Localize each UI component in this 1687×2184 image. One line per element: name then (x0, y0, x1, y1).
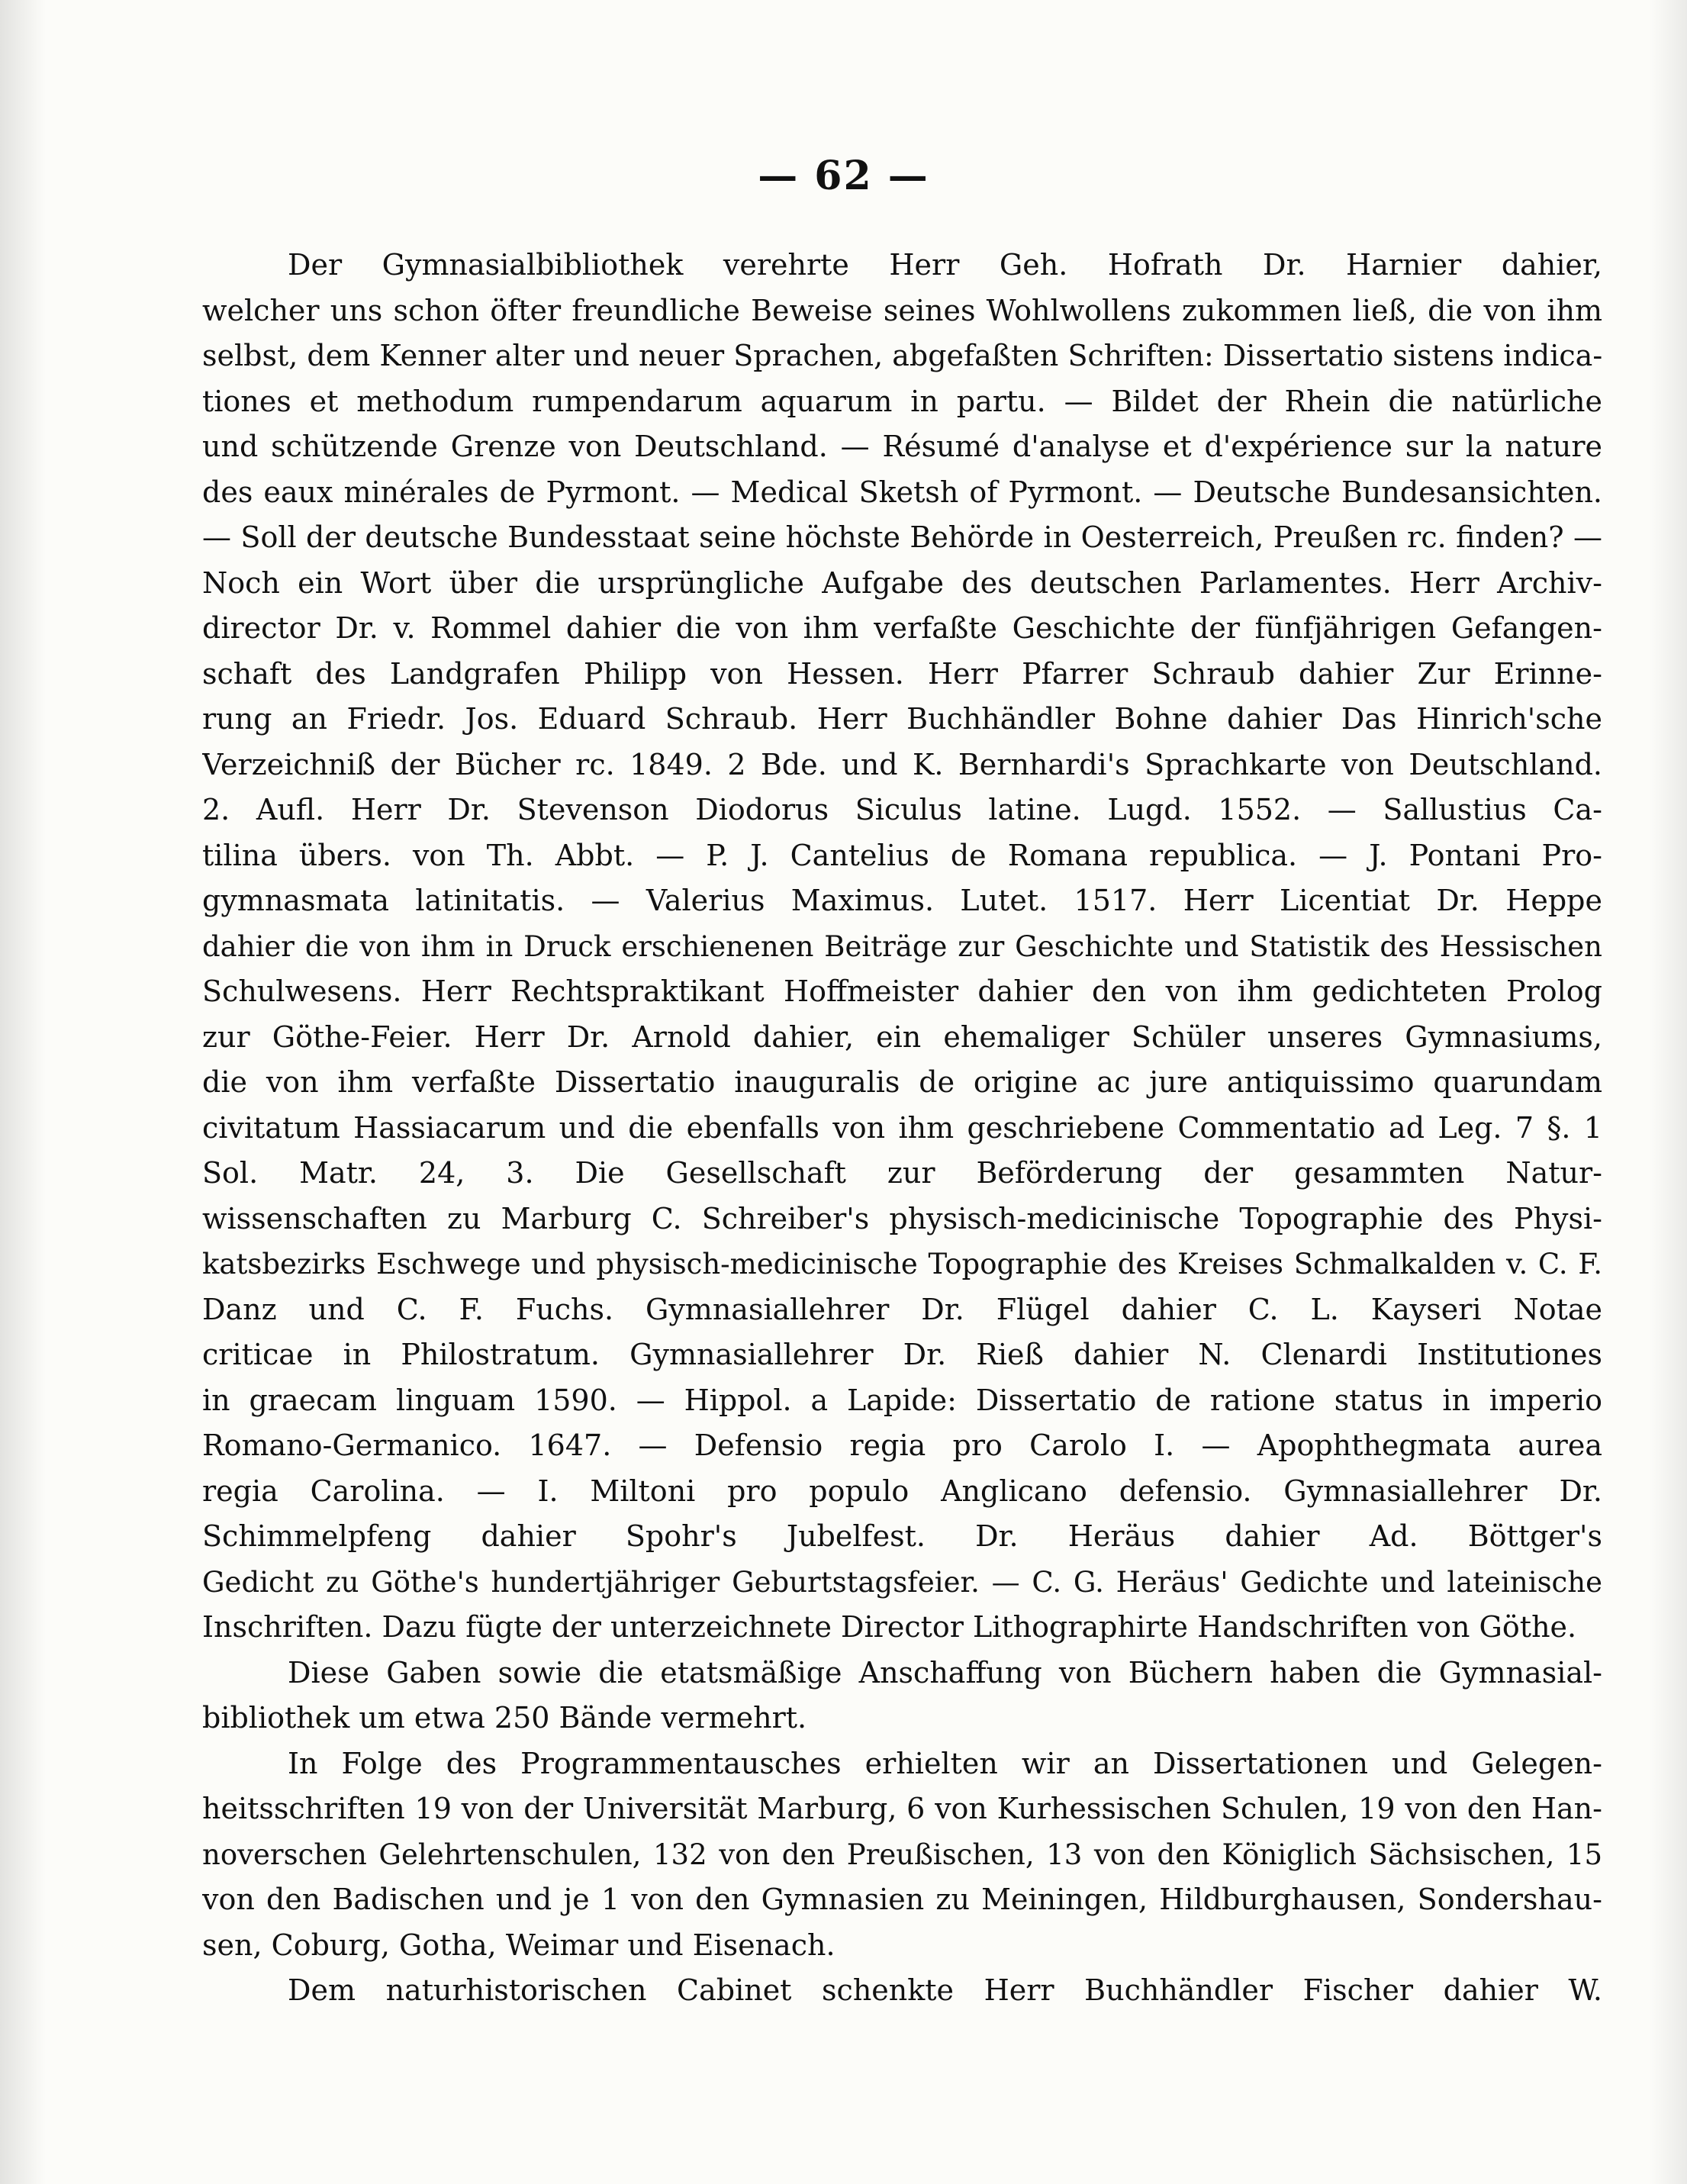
paragraph-line: tiones et methodum rumpendarum aquarum in partu. — Bildet der Rhein die natürliche (202, 384, 1602, 418)
paragraph-line: des eaux minérales de Pyrmont. — Medical Sketsh of Pyrmont. — Deutsche Bundesansichten. (202, 475, 1602, 509)
paragraph-line: director Dr. v. Rommel dahier die von ihm verfaßte Geschichte der fünfjährigen Gefangen- (202, 611, 1602, 645)
paragraph-line: Romano-Germanico. 1647. — Defensio regia pro Carolo I. — Apophthegmata aurea (202, 1429, 1602, 1462)
paragraph-line: katsbezirks Eschwege und physisch-medicinische Topographie des Kreises Schmalkalden v. C. F. (202, 1248, 1602, 1280)
paragraph-line: Schimmelpfeng dahier Spohr's Jubelfest. Dr. Heräus dahier Ad. Böttger's (202, 1519, 1602, 1553)
paragraph-line: noverschen Gelehrtenschulen, 132 von den Preußischen, 13 von den Königlich Sächsischen, 15 (202, 1838, 1602, 1871)
paragraph-line: von den Badischen und je 1 von den Gymnasien zu Meiningen, Hildburghausen, Sondershau- (202, 1883, 1602, 1916)
paragraph-line: 2. Aufl. Herr Dr. Stevenson Diodorus Siculus latine. Lugd. 1552. — Sallustius Ca- (202, 793, 1602, 826)
paragraph-line: in graecam linguam 1590. — Hippol. a Lapide: Dissertatio de ratione status in imperio (202, 1383, 1602, 1417)
page-edge-shadow-right (1649, 0, 1687, 2184)
paragraph-line: Diese Gaben sowie die etatsmäßige Anschaffung von Büchern haben die Gymnasial- (288, 1655, 1602, 1690)
paragraph-line: — Soll der deutsche Bundesstaat seine höchste Behörde in Oesterreich, Preußen rc. finden? — (202, 520, 1602, 554)
paragraph-line: die von ihm verfaßte Dissertatio inauguralis de origine ac jure antiquissimo quarundam (202, 1065, 1602, 1099)
paragraph-line: regia Carolina. — I. Miltoni pro populo Anglicano defensio. Gymnasiallehrer Dr. (202, 1474, 1602, 1508)
paragraph-line: Dem naturhistorischen Cabinet schenkte Herr Buchhändler Fischer dahier W. (288, 1973, 1602, 2007)
paragraph-line: dahier die von ihm in Druck erschienenen Beiträge zur Geschichte und Statistik des Hessischen (202, 929, 1602, 963)
paragraph-line: schaft des Landgrafen Philipp von Hessen. Herr Pfarrer Schraub dahier Zur Erinne- (202, 656, 1602, 691)
paragraph-line: welcher uns schon öfter freundliche Beweise seines Wohlwollens zukommen ließ, die von ihm (202, 293, 1602, 327)
paragraph-line: und schützende Grenze von Deutschland. — Résumé d'analyse et d'expérience sur la nature (202, 430, 1602, 463)
paragraph-line: Inschriften. Dazu fügte der unterzeichnete Director Lithographirte Handschriften von Göthe. (202, 1610, 1577, 1644)
paragraph-line: wissenschaften zu Marburg C. Schreiber's physisch-medicinische Topographie des Physi- (202, 1201, 1602, 1235)
paragraph-line: rung an Friedr. Jos. Eduard Schraub. Herr Buchhändler Bohne dahier Das Hinrich'sche (202, 702, 1602, 736)
paragraph-line: zur Göthe-Feier. Herr Dr. Arnold dahier, ein ehemaliger Schüler unseres Gymnasiums, (202, 1020, 1602, 1054)
body-text (202, 243, 1602, 2014)
paragraph-line: gymnasmata latinitatis. — Valerius Maximus. Lutet. 1517. Herr Licentiat Dr. Heppe (202, 884, 1602, 917)
paragraph-line: Verzeichniß der Bücher rc. 1849. 2 Bde. und K. Bernhardi's Sprachkarte von Deutschland. (202, 747, 1602, 781)
paragraph-line: Der Gymnasialbibliothek verehrte Herr Geh. Hofrath Dr. Harnier dahier, (288, 248, 1602, 282)
paragraph-line: selbst, dem Kenner alter und neuer Sprachen, abgefaßten Schriften: Dissertatio sistens indica- (202, 339, 1602, 372)
paragraph-line: bibliothek um etwa 250 Bände vermehrt. (202, 1701, 807, 1735)
page-edge-shadow (0, 0, 46, 2184)
paragraph-line: civitatum Hassiacarum und die ebenfalls von ihm geschriebene Commentatio ad Leg. 7 §. 1 (202, 1110, 1602, 1145)
paragraph-line: heitsschriften 19 von der Universität Marburg, 6 von Kurhessischen Schulen, 19 von den Han- (202, 1792, 1602, 1825)
paragraph-line: tilina übers. von Th. Abbt. — P. J. Cantelius de Romana republica. — J. Pontani Pro- (202, 838, 1602, 872)
paragraph-line: Danz und C. F. Fuchs. Gymnasiallehrer Dr. Flügel dahier C. L. Kayseri Notae (202, 1292, 1602, 1326)
paragraph-line: sen, Coburg, Gotha, Weimar und Eisenach. (202, 1928, 835, 1962)
page-number: — 62 — (758, 153, 929, 199)
paragraph-line: Noch ein Wort über die ursprüngliche Aufgabe des deutschen Parlamentes. Herr Archiv- (202, 565, 1602, 600)
paragraph-line: Gedicht zu Göthe's hundertjähriger Geburtstagsfeier. — C. G. Heräus' Gedichte und lateinische (202, 1565, 1602, 1599)
paragraph-line: Schulwesens. Herr Rechtspraktikant Hoffmeister dahier den von ihm gedichteten Prolog (202, 974, 1602, 1008)
paragraph-line: criticae in Philostratum. Gymnasiallehrer Dr. Rieß dahier N. Clenardi Institutiones (202, 1338, 1602, 1371)
paragraph-line: In Folge des Programmentausches erhielten wir an Dissertationen und Gelegen- (288, 1746, 1602, 1780)
paragraph-line: Sol. Matr. 24, 3. Die Gesellschaft zur Beförderung der gesammten Natur- (202, 1156, 1602, 1190)
